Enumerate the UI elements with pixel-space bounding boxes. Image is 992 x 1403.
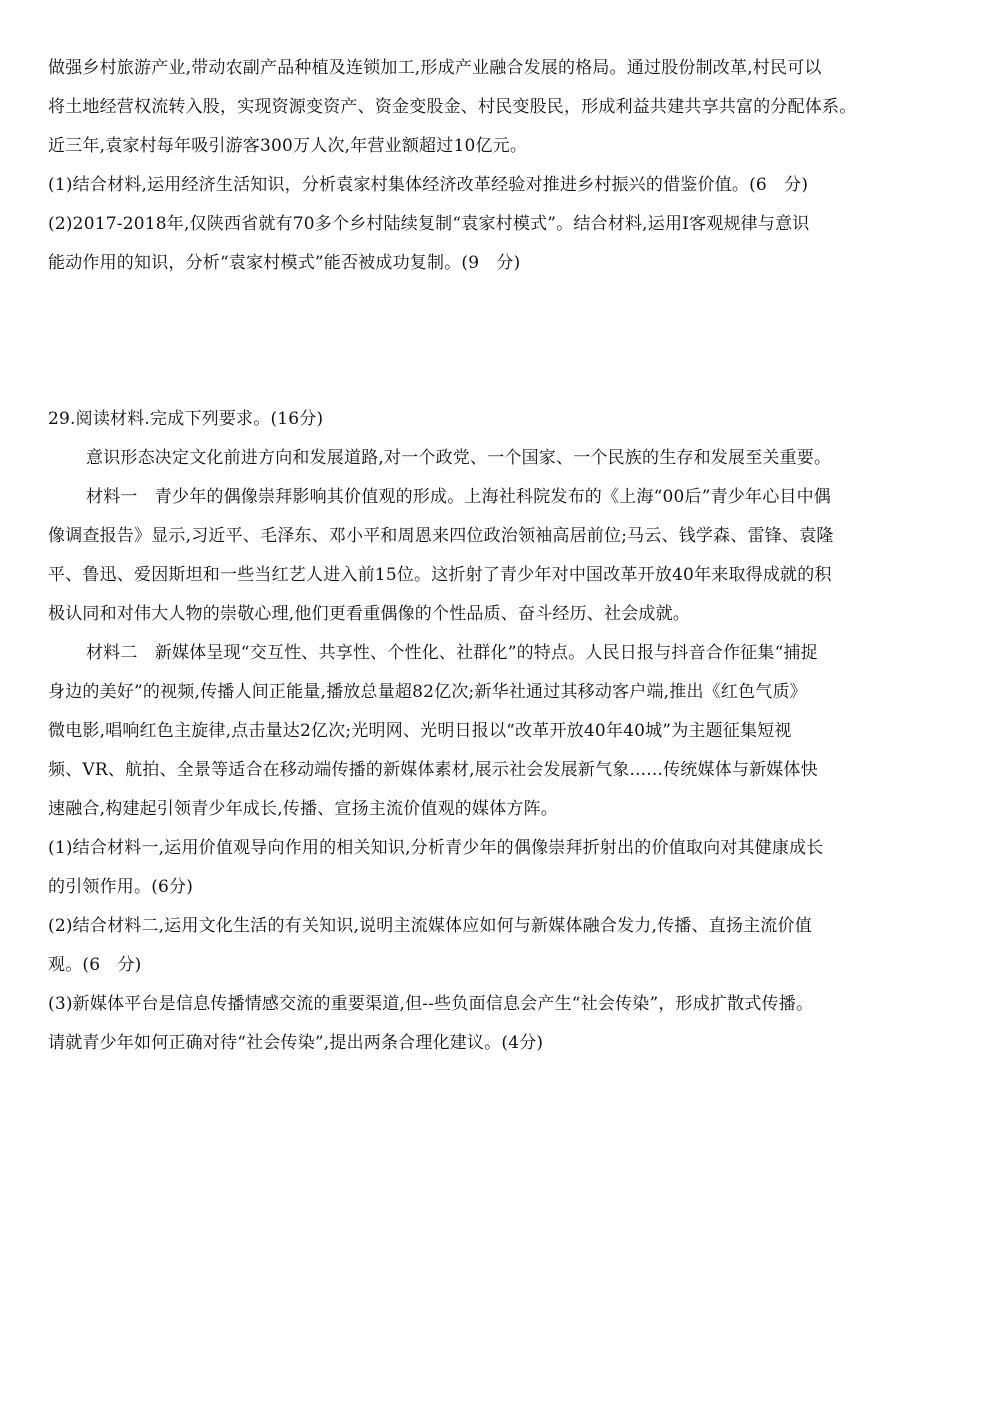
question-29-1-line: (1)结合材料一,运用价值观导向作用的相关知识,分析青少年的偶像崇拜折射出的价值取向对其健康成长 [48,838,824,858]
material-two-line: 微电影,唱响红色主旋律,点击量达2亿次;光明网、光明日报以“改革开放40年40城”为主题征集短视 [48,721,792,741]
passage-line: 做强乡村旅游产业,带动农副产品种植及连锁加工,形成产业融合发展的格局。通过股份制改革,村民可以 [48,58,822,78]
question-29-intro: 意识形态决定文化前进方向和发展道路,对一个政党、一个国家、一个民族的生存和发展至关重要。 [86,448,832,468]
question-29-3-line: 请就青少年如何正确对待“社会传染”,提出两条合理化建议。(4分) [48,1033,544,1053]
material-one-line: 像调查报告》显示,习近平、毛泽东、邓小平和周恩来四位政治领袖高居前位;马云、钱学森、雷锋、袁隆 [48,526,834,546]
material-one-line: 极认同和对伟大人物的崇敬心理,他们更看重偶像的个性品质、奋斗经历、社会成就。 [48,604,691,624]
material-two-line: 材料二 新媒体呈现“交互性、共享性、个性化、社群化”的特点。人民日报与抖音合作征集“捕捉 [86,643,818,663]
question-28-2-line: 能动作用的知识，分析“袁家村模式”能否被成功复制。(9 分) [48,253,521,273]
material-one-line: 材料一 青少年的偶像崇拜影响其价值观的形成。上海社科院发布的《上海“00后”青少年心目中偶 [86,487,832,507]
passage-line: 近三年,袁家村每年吸引游客300万人次,年营业额超过10亿元。 [48,136,528,156]
question-28-1: (1)结合材料,运用经济生活知识，分析袁家村集体经济改革经验对推进乡村振兴的借鉴价值。(6 分) [48,175,809,195]
material-one-line: 平、鲁迅、爱因斯坦和一些当红艺人进入前15位。这折射了青少年对中国改革开放40年来取得成就的积 [48,565,832,585]
question-29-1-line: 的引领作用。(6分) [48,877,194,897]
material-two-line: 频、VR、航拍、全景等适合在移动端传播的新媒体素材,展示社会发展新气象......传统媒体与新媒体快 [48,760,818,780]
passage-line: 将土地经营权流转入股，实现资源变资产、资金变股金、村民变股民，形成利益共建共享共富的分配体系。 [48,97,857,117]
question-29-header: 29.阅读材料.完成下列要求。(16分) [48,409,324,429]
question-28-2-line: (2)2017-2018年,仅陕西省就有70多个乡村陆续复制“袁家村模式”。结合材料,运用I客观规律与意识 [48,214,810,234]
question-29-3-line: (3)新媒体平台是信息传播情感交流的重要渠道,但--些负面信息会产生“社会传染”，形成扩散式传播。 [48,994,814,1014]
material-two-line: 速融合,构建起引领青少年成长,传播、宣扬主流价值观的媒体方阵。 [48,799,559,819]
question-29-2-line: (2)结合材料二,运用文化生活的有关知识,说明主流媒体应如何与新媒体融合发力,传播、直扬主流价值 [48,916,812,936]
question-29-2-line: 观。(6 分) [48,955,142,975]
material-two-line: 身边的美好”的视频,传播人间正能量,播放总量超82亿次;新华社通过其移动客户端,推出《红色气质》 [48,682,807,702]
